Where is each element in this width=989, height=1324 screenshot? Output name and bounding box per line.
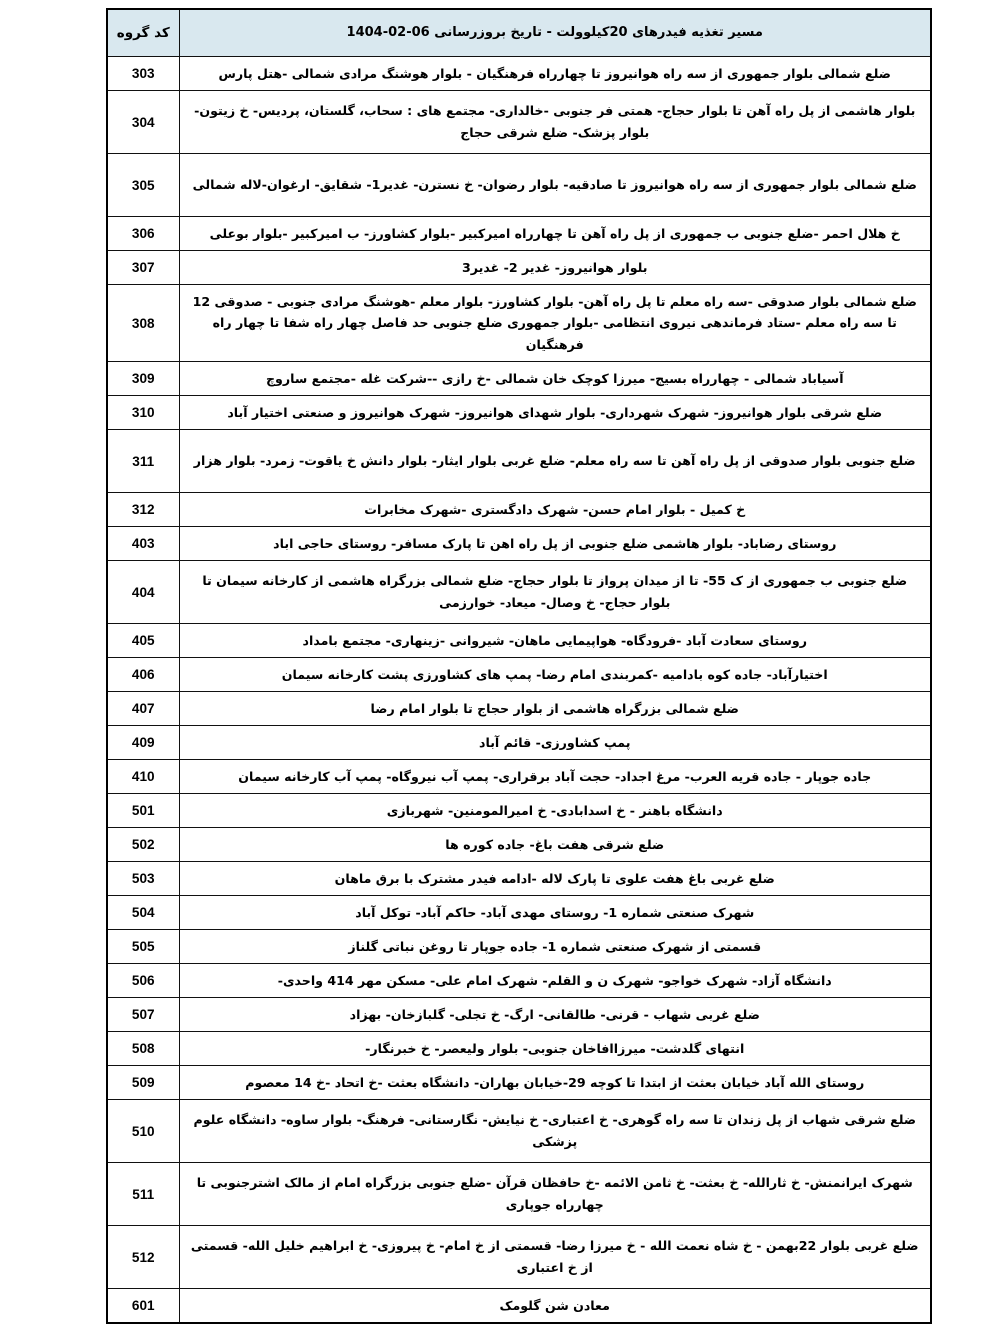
cell-group-code: 404 <box>107 561 179 624</box>
table-row <box>107 828 931 862</box>
table-row <box>107 896 931 930</box>
table-row <box>107 527 931 561</box>
cell-group-code: 508 <box>107 1032 179 1066</box>
cell-description: ضلع شمالی بلوار صدوقی -سه راه معلم تا پل راه آهن- بلوار کشاورز- بلوار معلم -هوشنگ مرادی جنوبی - صدوقی 12 تا سه راه معلم -ستاد فرماندهی نیروی انتظامی -بلوار جمهوری ضلع جنوبی حد فاصل چهار راه شفا تا چهار راه فرهنگیان <box>179 285 931 362</box>
table-row <box>107 862 931 896</box>
cell-description: روستای سعادت آباد -فرودگاه- هواپیمایی ماهان- شیروانی -زینهاری- مجتمع بامداد <box>179 624 931 658</box>
cell-description: ضلع غربی شهاب - قرنی- طالقانی- ارگ- خ تجلی- گلبازخان- بهزاد <box>179 998 931 1032</box>
cell-description: ضلع شرقی بلوار هوانیروز- شهرک شهرداری- بلوار شهدای هوانیروز- شهرک هوانیروز و صنعتی اختیار آباد <box>179 396 931 430</box>
cell-group-code: 406 <box>107 658 179 692</box>
table-row <box>107 1100 931 1163</box>
table-row <box>107 1163 931 1226</box>
cell-description: بلوار هوانیروز- غدیر 2- غدیر3 <box>179 251 931 285</box>
table-row <box>107 692 931 726</box>
cell-description: شهرک صنعتی شماره 1- روستای مهدی آباد- حاکم آباد- توکل آباد <box>179 896 931 930</box>
cell-group-code: 511 <box>107 1163 179 1226</box>
cell-group-code: 405 <box>107 624 179 658</box>
cell-description: اختیارآباد- جاده کوه بادامیه -کمربندی امام رضا- پمپ های کشاورزی پشت کارخانه سیمان <box>179 658 931 692</box>
cell-description: خ کمیل - بلوار امام حسن- شهرک دادگستری -شهرک مخابرات <box>179 493 931 527</box>
column-header-code: کد گروه <box>107 9 179 57</box>
cell-description: ضلع غربی بلوار 22بهمن - خ شاه نعمت الله - خ میرزا رضا- قسمتی از خ امام- خ پیروزی- خ ابراهیم خلیل الله- قسمتی از خ اعتباری <box>179 1226 931 1289</box>
table-row <box>107 91 931 154</box>
cell-group-code: 307 <box>107 251 179 285</box>
cell-group-code: 311 <box>107 430 179 493</box>
table-row <box>107 998 931 1032</box>
cell-group-code: 303 <box>107 57 179 91</box>
cell-description: ضلع جنوبی بلوار صدوقی از پل راه آهن تا سه راه معلم- ضلع غربی بلوار ایثار- بلوار دانش خ یاقوت- زمرد- بلوار هزار <box>179 430 931 493</box>
table-row <box>107 285 931 362</box>
table-row <box>107 1289 931 1324</box>
cell-description: جاده جوپار - جاده قریه العرب- مرغ اجداد- حجت آباد برقراری- پمپ آب نیروگاه- پمپ آب کارخانه سیمان <box>179 760 931 794</box>
cell-group-code: 512 <box>107 1226 179 1289</box>
cell-group-code: 503 <box>107 862 179 896</box>
table-row <box>107 396 931 430</box>
cell-group-code: 507 <box>107 998 179 1032</box>
cell-group-code: 509 <box>107 1066 179 1100</box>
cell-description: قسمتی از شهرک صنعتی شماره 1- جاده جوپار تا روغن نباتی گلناز <box>179 930 931 964</box>
cell-description: ضلع شرقی شهاب از پل زندان تا سه راه گوهری- خ اعتباری- خ نیایش- نگارستانی- فرهنگ- بلوار ساوه- دانشگاه علوم پزشکی <box>179 1100 931 1163</box>
cell-group-code: 310 <box>107 396 179 430</box>
cell-group-code: 407 <box>107 692 179 726</box>
feeder-routes-table <box>106 8 932 1324</box>
cell-group-code: 309 <box>107 362 179 396</box>
cell-description: روستای رضاباد- بلوار هاشمی ضلع جنوبی از پل راه اهن تا پارک مسافر- روستای حاجی اباد <box>179 527 931 561</box>
cell-group-code: 409 <box>107 726 179 760</box>
table-header-row <box>107 9 931 57</box>
cell-group-code: 403 <box>107 527 179 561</box>
table-row <box>107 362 931 396</box>
table-row <box>107 57 931 91</box>
table-row <box>107 1066 931 1100</box>
cell-group-code: 505 <box>107 930 179 964</box>
table-row <box>107 430 931 493</box>
cell-group-code: 410 <box>107 760 179 794</box>
cell-group-code: 308 <box>107 285 179 362</box>
table-row <box>107 251 931 285</box>
cell-description: دانشگاه باهنر - خ اسدابادی- خ امیرالمومنین- شهربازی <box>179 794 931 828</box>
table-body <box>107 57 931 1324</box>
table-row <box>107 964 931 998</box>
cell-group-code: 312 <box>107 493 179 527</box>
cell-description: روستای الله آباد خیابان بعثت از ابتدا تا کوچه 29-خیابان بهاران- دانشگاه بعثت -خ اتحاد -خ 14 معصوم <box>179 1066 931 1100</box>
table-row <box>107 561 931 624</box>
table-row <box>107 154 931 217</box>
column-header-description: مسیر تغذیه فیدرهای 20کیلوولت - تاریخ بروزرسانی 06-02-1404 <box>179 9 931 57</box>
cell-description: آسیاباد شمالی - چهارراه بسیج- میرزا کوچک خان شمالی -خ رازی --شرکت غله -مجتمع ساروچ <box>179 362 931 396</box>
table-row <box>107 217 931 251</box>
cell-group-code: 510 <box>107 1100 179 1163</box>
table-row <box>107 493 931 527</box>
cell-group-code: 501 <box>107 794 179 828</box>
table-row <box>107 1032 931 1066</box>
cell-description: شهرک ایرانمنش- خ ثارالله- خ بعثت- خ ثامن الائمه -خ حافظان قرآن -ضلع جنوبی بزرگراه امام از مالک اشترجنوبی تا چهارراه جوپاری <box>179 1163 931 1226</box>
cell-group-code: 601 <box>107 1289 179 1324</box>
cell-description: ضلع غربی باغ هفت علوی تا پارک لاله -ادامه فیدر مشترک با برق ماهان <box>179 862 931 896</box>
table-row <box>107 726 931 760</box>
table-row <box>107 658 931 692</box>
cell-description: ضلع جنوبی ب جمهوری از ک 55- تا از میدان پرواز تا بلوار حجاج- ضلع شمالی بزرگراه هاشمی از کارخانه سیمان تا بلوار حجاج- خ وصال- میعاد- خوارزمی <box>179 561 931 624</box>
cell-description: انتهای گلدشت- میرزاافاخان جنوبی- بلوار ولیعصر- خ خبرنگار- <box>179 1032 931 1066</box>
cell-description: ضلع شمالی بزرگراه هاشمی از بلوار حجاج تا بلوار امام رضا <box>179 692 931 726</box>
table-row <box>107 760 931 794</box>
table-row <box>107 1226 931 1289</box>
cell-description: بلوار هاشمی از پل راه آهن تا بلوار حجاج- همتی فر جنوبی -خالداری- مجتمع های : سحاب، گلستان، پردیس- خ زیتون- بلوار پزشک- ضلع شرقی حجاج <box>179 91 931 154</box>
cell-description: معادن شن گلومک <box>179 1289 931 1324</box>
cell-group-code: 305 <box>107 154 179 217</box>
cell-description: دانشگاه آزاد- شهرک خواجو- شهرک ن و القلم- شهرک امام علی- مسکن مهر 414 واحدی- <box>179 964 931 998</box>
cell-group-code: 504 <box>107 896 179 930</box>
cell-description: ضلع شمالی بلوار جمهوری از سه راه هوانیروز تا چهارراه فرهنگیان - بلوار هوشنگ مرادی شمالی -هتل پارس <box>179 57 931 91</box>
cell-group-code: 304 <box>107 91 179 154</box>
table-row <box>107 794 931 828</box>
cell-group-code: 502 <box>107 828 179 862</box>
cell-description: خ هلال احمر -ضلع جنوبی ب جمهوری از پل راه آهن تا چهارراه امیرکبیر -بلوار کشاورز- ب امیرکبیر -بلوار بوعلی <box>179 217 931 251</box>
cell-group-code: 506 <box>107 964 179 998</box>
cell-group-code: 306 <box>107 217 179 251</box>
table-row <box>107 624 931 658</box>
cell-description: ضلع شمالی بلوار جمهوری از سه راه هوانیروز تا صادقیه- بلوار رضوان- خ نسترن- غدیر1- شقایق- ارغوان-لاله شمالی <box>179 154 931 217</box>
table-row <box>107 930 931 964</box>
cell-description: پمپ کشاورزی- قائم آباد <box>179 726 931 760</box>
table-header <box>107 9 931 57</box>
cell-description: ضلع شرقی هفت باغ- جاده کوره ها <box>179 828 931 862</box>
